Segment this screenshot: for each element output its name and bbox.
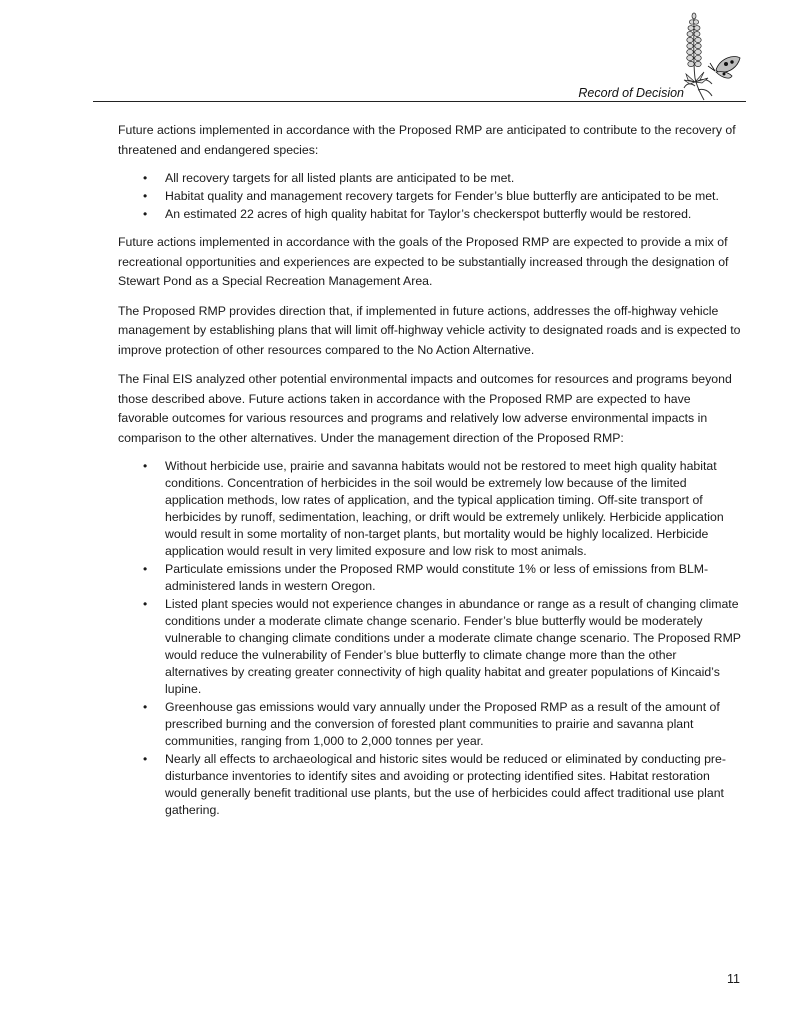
header-title: Record of Decision xyxy=(578,86,684,100)
paragraph: The Proposed RMP provides direction that, if implemented in future actions, addresses the off-highway vehicle management by establishing plans that will limit off-highway vehicle activity to designated roads and is expected to improve protection of other resources compared to the No Action Alternative. xyxy=(118,303,741,357)
bullet-icon: • xyxy=(143,189,148,203)
list-item-text: Without herbicide use, prairie and savanna habitats would not be restored to meet high quality habitat conditions. Concentration of herbicides in the soil would be extremely low because of the limited application methods, low rates of application, and the typical application timing. Off-site transport of herbicides by runoff, sedimentation, leaching, or drift would be extremely unlikely. Herbicide application would result in some mortality of non-target plants, but mortality would be highly localized. Herbicide application would result in very limited exposure and low risk to most animals. xyxy=(165,459,724,558)
list-item xyxy=(118,206,742,223)
bullet-icon: • xyxy=(143,207,148,221)
list-item xyxy=(118,596,742,698)
header-rule xyxy=(93,101,746,102)
bullet-list xyxy=(118,170,742,223)
paragraph: The Final EIS analyzed other potential environmental impacts and outcomes for resources and programs beyond those described above. Future actions taken in accordance with the Proposed RMP are expected to have favorable outcomes for various resources and programs and relatively low adverse environmental impacts in comparison to the other alternatives. Under the management direction of the Proposed RMP: xyxy=(118,372,732,445)
list-item xyxy=(118,699,742,750)
list-item xyxy=(118,561,742,595)
paragraph: Future actions implemented in accordance with the Proposed RMP are anticipated to contribute to the recovery of threatened and endangered species: xyxy=(118,123,736,157)
list-item xyxy=(118,188,742,205)
list-item xyxy=(118,751,742,819)
bullet-icon: • xyxy=(143,459,148,473)
bullet-icon: • xyxy=(143,597,148,611)
list-item xyxy=(118,458,742,560)
list-item-text: Habitat quality and management recovery targets for Fender’s blue butterfly are anticipated to be met. xyxy=(165,189,719,203)
list-item-text: Nearly all effects to archaeological and historic sites would be reduced or eliminated by conducting pre-disturbance inventories to identify sites and avoiding or protecting identified sites. Habitat restoration would generally benefit traditional use plants, but the use of herbicides could affect traditional use plant gathering. xyxy=(165,752,726,817)
bullet-icon: • xyxy=(143,171,148,185)
lupine-butterfly-icon xyxy=(682,8,744,102)
bullet-list xyxy=(118,458,742,819)
list-item-text: Greenhouse gas emissions would vary annually under the Proposed RMP as a result of the amount of prescribed burning and the conversion of forested plant communities to prairie and savanna plant communities, ranging from 1,000 to 2,000 tonnes per year. xyxy=(165,700,720,748)
list-item-text: All recovery targets for all listed plants are anticipated to be met. xyxy=(165,171,515,185)
document-body xyxy=(118,121,742,829)
page-number: 11 xyxy=(727,972,740,986)
list-item-text: Particulate emissions under the Proposed RMP would constitute 1% or less of emissions from BLM-administered lands in western Oregon. xyxy=(165,562,709,593)
bullet-icon: • xyxy=(143,562,148,576)
list-item-text: Listed plant species would not experience changes in abundance or range as a result of changing climate conditions under a moderate climate change scenario. Fender’s blue butterfly would be moderately vulnerable to changing climate conditions under a moderate climate change scenario. The Proposed RMP would reduce the vulnerability of Fender’s blue butterfly to climate change more than the other alternatives by creating greater connectivity of high quality habitat and greater populations of Kincaid’s lupine. xyxy=(165,597,741,696)
bullet-icon: • xyxy=(143,752,148,766)
bullet-icon: • xyxy=(143,700,148,714)
paragraph: Future actions implemented in accordance with the goals of the Proposed RMP are expected to provide a mix of recreational opportunities and experiences are expected to be substantially increased through the designation of Stewart Pond as a Special Recreation Management Area. xyxy=(118,235,729,288)
list-item-text: An estimated 22 acres of high quality habitat for Taylor’s checkerspot butterfly would be restored. xyxy=(165,207,692,221)
page-header xyxy=(93,8,746,102)
list-item xyxy=(118,170,742,187)
